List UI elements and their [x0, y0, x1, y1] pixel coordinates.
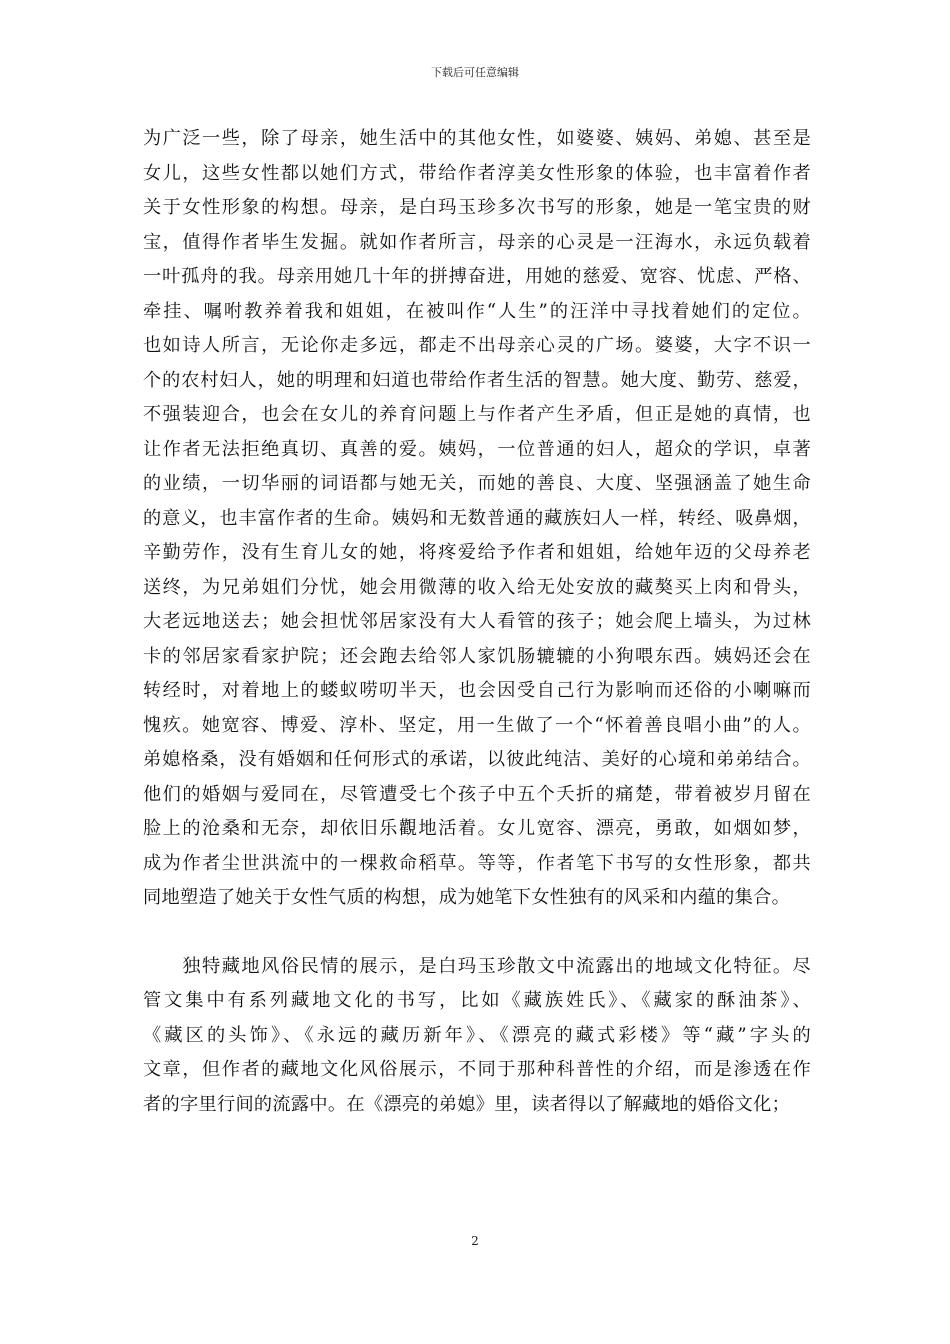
- text-line: 大老远地送去；她会担忧邻居家没有大人看管的孩子；她会爬上墙头，为过林: [143, 611, 811, 632]
- paragraph-2: [143, 950, 811, 1123]
- text-line: 同地塑造了她关于女性气质的构想，成为她笔下女性独有的风采和内蕴的集合。: [143, 887, 791, 908]
- text-line: 关于女性形象的构想。母亲，是白玛玉珍多次书写的形象，她是一笔宝贵的财: [143, 197, 811, 218]
- text-line: 送终，为兄弟姐们分忧，她会用微薄的收入给无处安放的藏獒买上肉和骨头，: [143, 576, 811, 598]
- paragraph-gap: [143, 916, 811, 950]
- text-line: 不强装迎合，也会在女儿的养育问题上与作者产生矛盾，但正是她的真情，也: [143, 404, 811, 425]
- text-line: 管文集中有系列藏地文化的书写，比如《藏族姓氏》、《藏家的酥油茶》、: [143, 990, 811, 1011]
- text-line: 文章，但作者的藏地文化风俗展示，不同于那种科普性的介绍，而是渗透在作: [143, 1059, 811, 1080]
- text-line: 《藏区的头饰》、《永远的藏历新年》、《漂亮的藏式彩楼》等“藏”字头的: [143, 1024, 811, 1046]
- paragraph-1: [143, 122, 811, 916]
- text-line: 让作者无法拒绝真切、真善的爱。姨妈，一位普通的妇人，超众的学识，卓著: [143, 438, 811, 460]
- text-line: 者的字里行间的流露中。在《漂亮的弟媳》里，读者得以了解藏地的婚俗文化；: [143, 1093, 791, 1115]
- text-line: 脸上的沧桑和无奈，却依旧乐觀地活着。女儿宽容、漂亮，勇敢，如烟如梦，: [143, 818, 811, 839]
- text-line: 他们的婚姻与爱同在，尽管遭受七个孩子中五个夭折的痛楚，带着被岁月留在: [143, 783, 811, 805]
- text-line: 转经时，对着地上的蝼蚁唠叨半天，也会因受自己行为影响而还俗的小喇嘛而: [143, 680, 811, 701]
- text-line: 愧疚。她宽容、博爱、淳朴、坚定，用一生做了一个“怀着善良唱小曲”的人。: [143, 714, 811, 736]
- text-line: 宝，值得作者毕生发掘。就如作者所言，母亲的心灵是一汪海水，永远负载着: [143, 231, 811, 253]
- text-line: 的意义，也丰富作者的生命。姨妈和无数普通的藏族妇人一样，转经、吸鼻烟，: [143, 507, 811, 529]
- text-line: 为广泛一些，除了母亲，她生活中的其他女性，如婆婆、姨妈、弟媳、甚至是: [143, 128, 811, 149]
- text-line: 卡的邻居家看家护院；还会跑去给邻人家饥肠辘辘的小狗喂东西。姨妈还会在: [143, 645, 811, 667]
- text-line: 独特藏地风俗民情的展示，是白玛玉珍散文中流露出的地域文化特征。尽: [143, 955, 811, 977]
- text-line: 一叶孤舟的我。母亲用她几十年的拼搏奋进，用她的慈爱、宽容、忧虑、严格、: [143, 266, 811, 287]
- text-line: 成为作者尘世洪流中的一棵救命稻草。等等，作者笔下书写的女性形象，都共: [143, 852, 811, 874]
- document-body: [143, 122, 811, 1122]
- text-line: 个的农村妇人，她的明理和妇道也带给作者生活的智慧。她大度、勤劳、慈爱，: [143, 369, 811, 391]
- text-line: 女儿，这些女性都以她们方式，带给作者淳美女性形象的体验，也丰富着作者: [143, 162, 811, 184]
- text-line: 也如诗人所言，无论你走多远，都走不出母亲心灵的广场。婆婆，大字不识一: [143, 335, 811, 356]
- page-number: 2: [471, 1234, 479, 1248]
- text-line: 辛勤劳作，没有生育儿女的她，将疼爱给予作者和姐姐，给她年迈的父母养老: [143, 542, 811, 563]
- page-header: 下载后可任意编辑: [431, 66, 519, 79]
- text-line: 弟媳格桑，没有婚姻和任何形式的承诺，以彼此纯洁、美好的心境和弟弟结合。: [143, 749, 811, 770]
- text-line: 的业绩，一切华丽的词语都与她无关，而她的善良、大度、坚强涵盖了她生命: [143, 473, 811, 494]
- text-line: 牵挂、嘱咐教养着我和姐姐，在被叫作“人生”的汪洋中寻找着她们的定位。: [143, 300, 811, 322]
